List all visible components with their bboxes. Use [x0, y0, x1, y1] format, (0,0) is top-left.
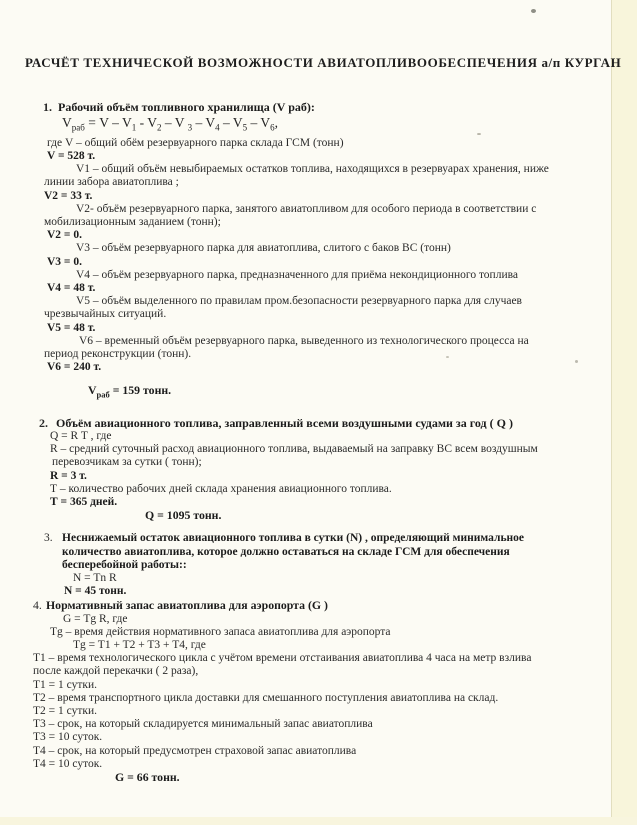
text-line: R – средний суточный расход авиационного топлива, выдаваемый на заправку ВС всем воздушным: [50, 443, 538, 456]
value-line: R = 3 т.: [50, 469, 87, 482]
formula-part: ,: [274, 115, 279, 130]
formula-part: - V: [136, 115, 157, 130]
value-line: V6 = 240 т.: [47, 361, 102, 374]
formula-subscript: раб: [71, 122, 85, 133]
formula-part: – V: [219, 115, 243, 130]
formula-subscript: 5: [242, 122, 248, 133]
value-line: V5 = 48 т.: [47, 321, 96, 334]
text-line: линии забора авиатоплива ;: [44, 176, 179, 189]
text-line: перевозчикам за сутки ( тонн);: [52, 456, 202, 469]
result-subscript: раб: [96, 389, 110, 400]
section-4-heading: [0, 599, 637, 612]
value-line: V2 = 33 т.: [44, 189, 93, 202]
text-line: Т2 = 1 сутки.: [33, 704, 97, 717]
section-2-heading-text: Объём авиационного топлива, заправленный всеми воздушными судами за год ( Q ): [56, 415, 513, 430]
text-line: V6 – временный объём резервуарного парка, выведенного из технологического процесса на: [79, 334, 529, 347]
section-2-number: 2.: [39, 415, 48, 430]
vrab-formula: [0, 114, 637, 137]
text-line: период реконструкции (тонн).: [44, 347, 192, 360]
section-2-heading: [0, 416, 637, 430]
value-line: V4 = 48 т.: [47, 281, 96, 294]
text-line: Т – количество рабочих дней склада хранения авиационного топлива.: [50, 482, 392, 495]
text-line: Т3 = 10 суток.: [33, 731, 103, 744]
section-4-number: 4.: [33, 598, 42, 613]
text-line: V1 – общий объём невыбираемых остатков топлива, находящихся в резервуарах хранения, ниже: [76, 163, 549, 176]
formula-part: V: [62, 115, 72, 130]
text-line: N = Tn R: [73, 571, 117, 584]
text-line: где V – общий обём резервуарного парка склада ГСМ (тонн): [47, 136, 344, 149]
formula-part: – V: [247, 115, 271, 130]
text-line: Т4 = 10 суток.: [33, 757, 103, 770]
formula-subscript: 1: [131, 122, 137, 133]
section-2-result: Q = 1095 тонн.: [145, 508, 222, 523]
paper-bottom-edge: [0, 817, 637, 825]
text-line: V5 – объём выделенного по правилам пром.безопасности резервуарного парка для случаев: [76, 295, 522, 308]
text-line: G = Tg R, где: [63, 612, 128, 625]
text-line: V3 – объём резервуарного парка для авиатоплива, слитого с баков ВС (тонн): [76, 242, 451, 255]
value-line: Т = 365 дней.: [50, 495, 118, 508]
text-line: Т4 – срок, на который предусмотрен страховой запас авиатоплива: [33, 744, 357, 757]
section-3: [0, 532, 637, 598]
formula-part: – V: [192, 115, 216, 130]
section-4-heading-text: Нормативный запас авиатоплива для аэропорта (G ): [46, 598, 328, 613]
document-title: РАСЧЁТ ТЕХНИЧЕСКОЙ ВОЗМОЖНОСТИ АВИАТОПЛИВООБЕСПЕЧЕНИЯ а/п КУРГАН: [25, 55, 622, 70]
section-3-heading-line: количество авиатоплива, которое должно оставаться на складе ГСМ для обеспечения: [62, 545, 510, 558]
section-1-heading: [0, 100, 637, 114]
text-line: Tg = T1 + T2 + T3 + T4, где: [73, 638, 206, 651]
text-line: мобилизационным заданием (тонн);: [44, 215, 221, 228]
section-3-heading-line: Неснижаемый остаток авиационного топлива в сутки (N) , определяющий минимальное: [62, 532, 525, 545]
section-3-heading: [0, 532, 637, 545]
formula-part: – V: [161, 115, 188, 130]
value-line: V2 = 0.: [47, 229, 82, 242]
formula-subscript: 4: [215, 122, 220, 133]
text-line: чрезвычайных ситуаций.: [44, 308, 167, 321]
text-line: Т2 – время транспортного цикла доставки для смешанного поступления авиатоплива на склад.: [33, 691, 499, 704]
value-line: V = 528 т.: [47, 149, 96, 162]
value-line: V3 = 0.: [47, 255, 82, 268]
section-1-result: [0, 384, 637, 402]
result-part: V: [88, 383, 97, 398]
value-line: N = 45 тонн.: [64, 585, 127, 598]
text-line: Т3 – срок, на который складируется минимальный запас авиатоплива: [33, 718, 373, 731]
text-line: V2- объём резервуарного парка, занятого авиатопливом для особого периода в соответствии с: [76, 202, 537, 215]
scan-speck: [531, 9, 536, 13]
section-4-result: G = 66 тонн.: [115, 769, 180, 784]
result-part: = 159 тонн.: [109, 383, 172, 398]
section-3-number: 3.: [44, 532, 53, 545]
formula-part: = V – V: [84, 115, 132, 130]
text-line: Q = R T , где: [50, 429, 112, 442]
section-1-number: 1.: [43, 100, 52, 114]
section-3-heading-line: бесперебойной работы::: [62, 558, 187, 571]
formula-subscript: 3: [187, 122, 193, 133]
text-line: Т1 = 1 сутки.: [33, 678, 97, 691]
text-line: после каждой перекачки ( 2 раза),: [33, 665, 199, 678]
text-line: Т1 – время технологического цикла с учётом времени отстаивания авиатоплива 4 часа на метр взлива: [33, 652, 532, 665]
formula-subscript: 2: [156, 122, 162, 133]
text-line: Tg – время действия нормативного запаса авиатоплива для аэропорта: [50, 625, 391, 638]
section-1-heading-text: Рабочий объём топливного хранилища (V раб):: [58, 100, 315, 114]
formula-subscript: 6: [270, 122, 275, 133]
text-line: V4 – объём резервуарного парка, предназначенного для приёма некондиционного топлива: [76, 268, 518, 281]
